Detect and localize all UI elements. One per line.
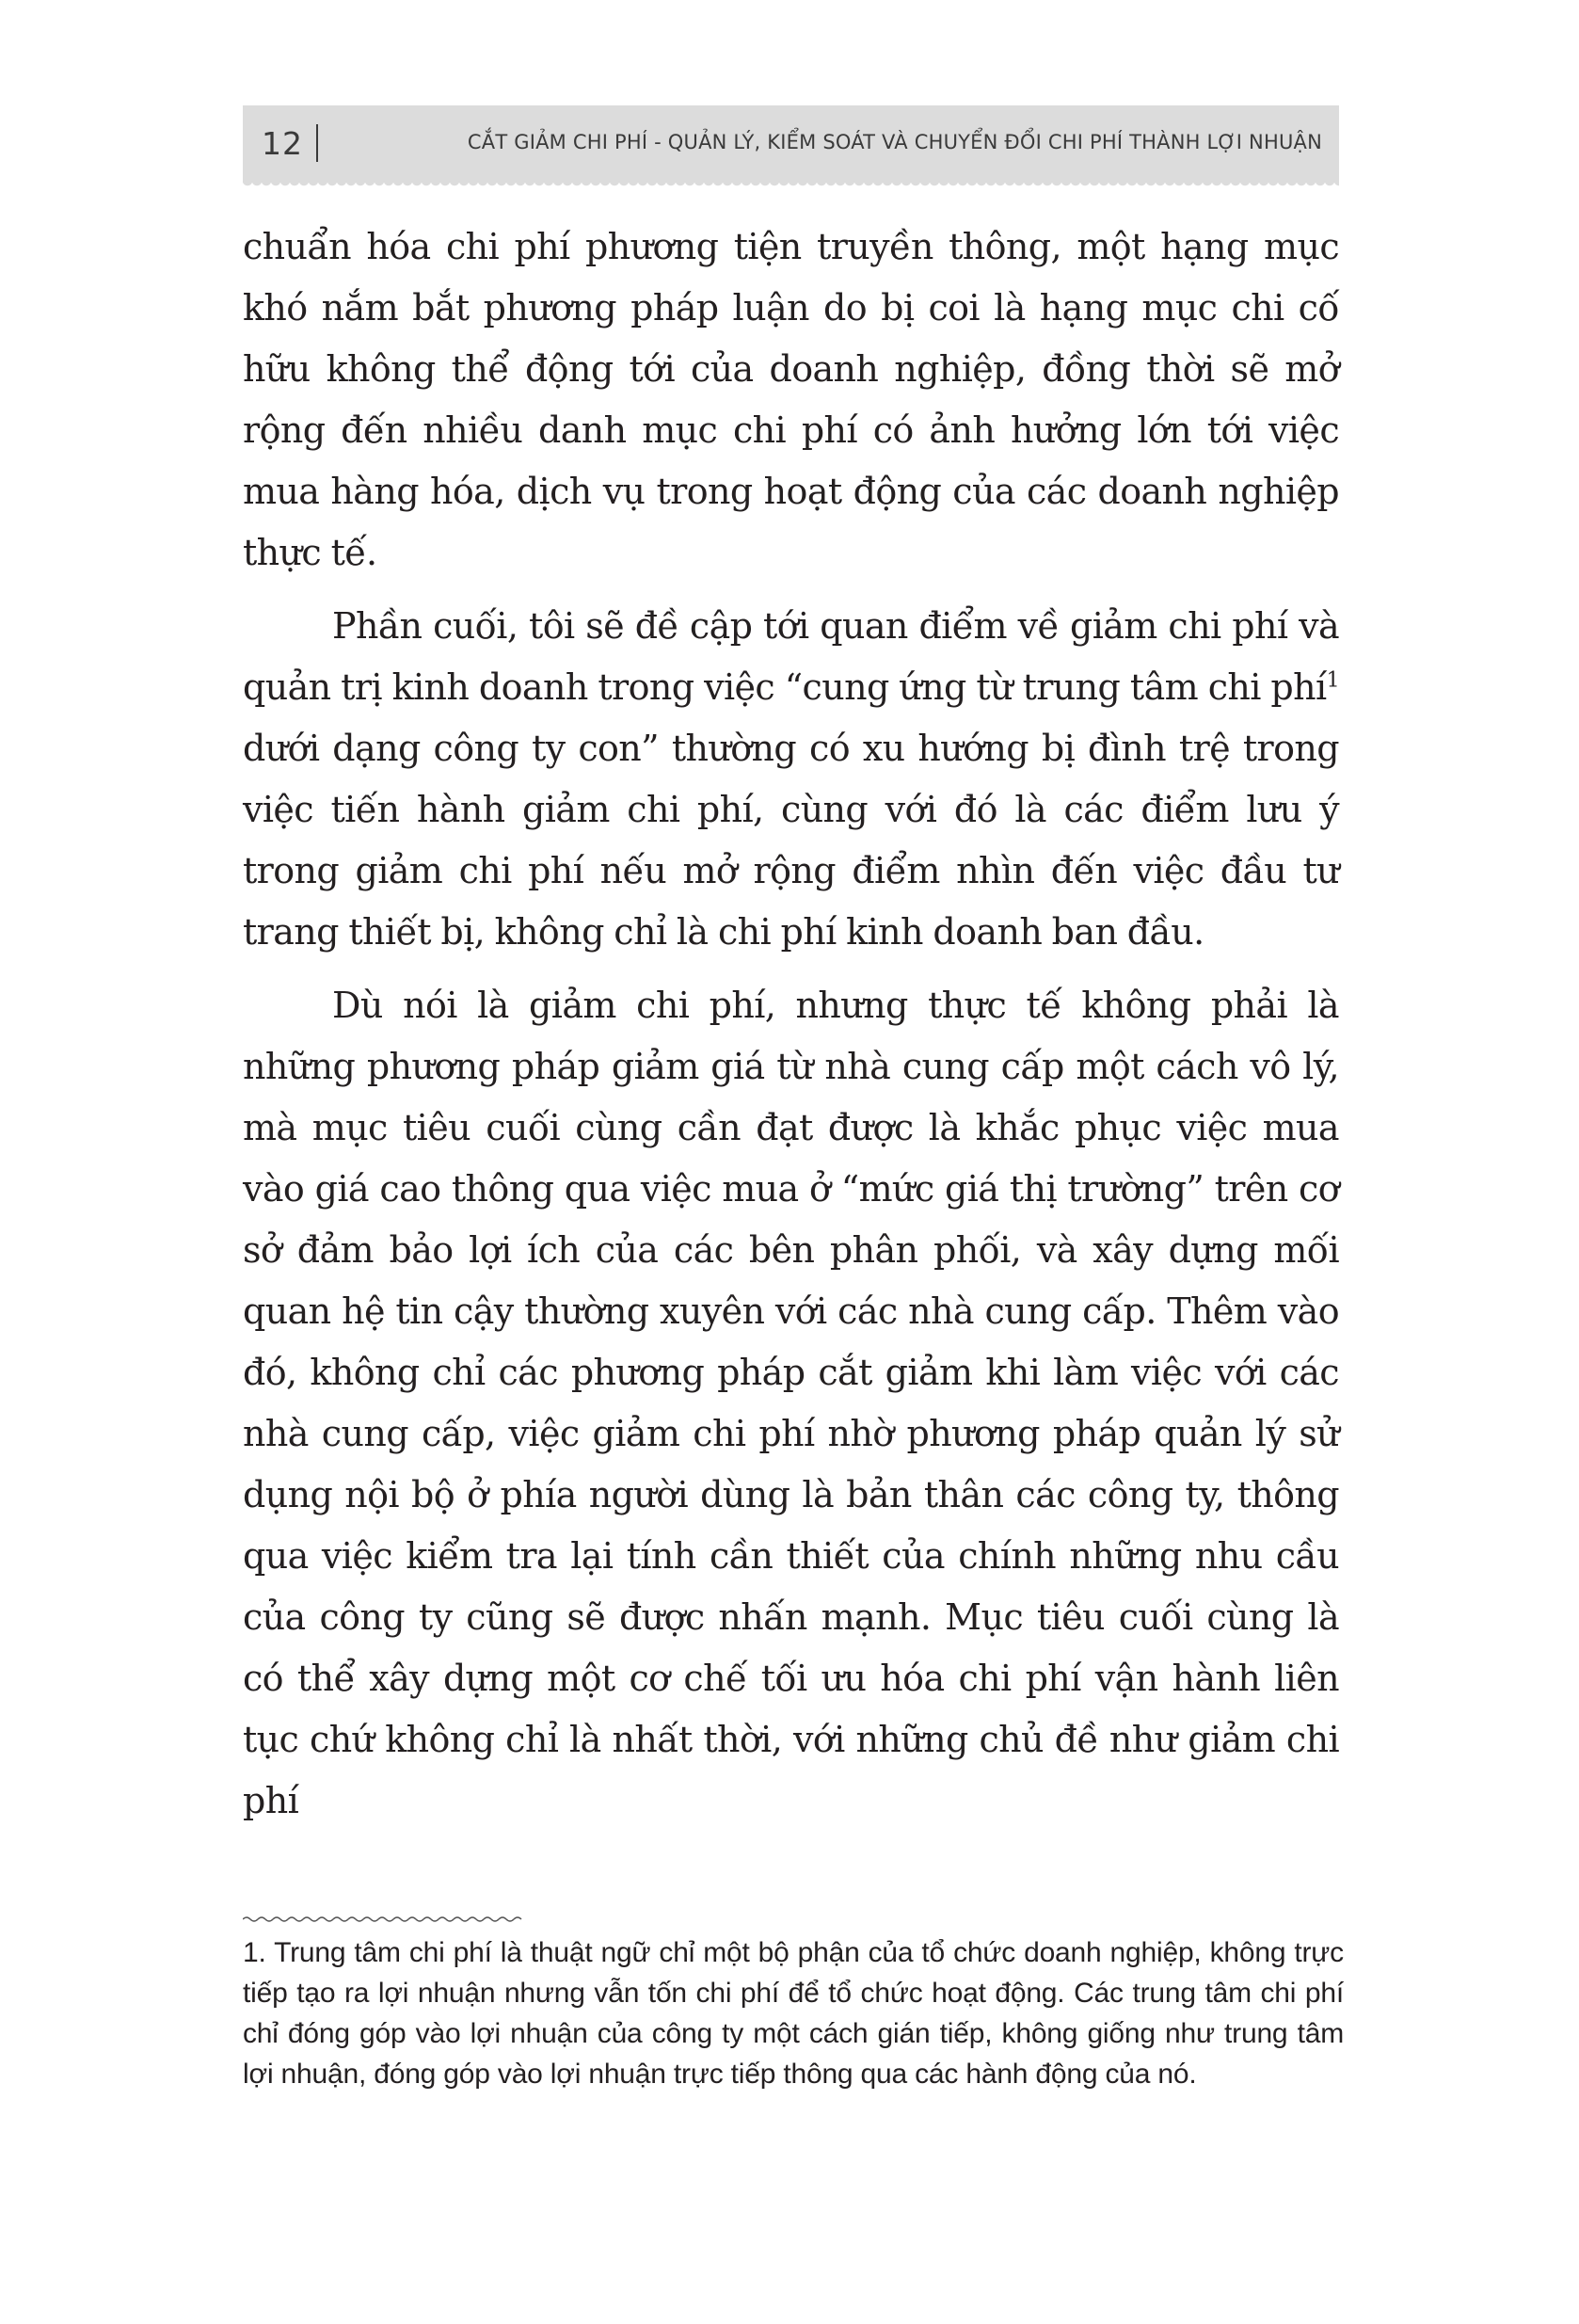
paragraph-3: Dù nói là giảm chi phí, nhưng thực tế không phải là những phương pháp giảm giá từ nhà cung cấp một cách vô lý, mà mục tiêu cuối cùng cần đạt được là khắc phục việc mua vào giá cao thông qua việc mua ở “mức giá thị trường” trên cơ sở đảm bảo lợi ích của các bên phân phối, và xây dựng mối quan hệ tin cậy thường xuyên với các nhà cung cấp. Thêm vào đó, không chỉ các phương pháp cắt giảm khi làm việc với các nhà cung cấp, việc giảm chi phí nhờ phương pháp quản lý sử dụng nội bộ ở phía người dùng là bản thân các công ty, thông qua việc kiểm tra lại tính cần thiết của chính những nhu cầu của công ty cũng sẽ được nhấn mạnh. Mục tiêu cuối cùng là có thể xây dựng một cơ chế tối ưu hóa chi phí vận hành liên tục chứ không chỉ là nhất thời, với những chủ đề như giảm chi phí <box>243 985 1339 1821</box>
paragraph-2-text-start: Phần cuối, tôi sẽ đề cập tới quan điểm về giảm chi phí và quản trị kinh doanh trong việc “cung ứng từ trung tâm chi phí <box>243 605 1339 708</box>
body-text <box>243 216 1339 1832</box>
page-number: 12 <box>262 125 303 162</box>
paragraph-2-text-end: dưới dạng công ty con” thường có xu hướng bị đình trệ trong việc tiến hành giảm chi phí, cùng với đó là các điểm lưu ý trong giảm chi phí nếu mở rộng điểm nhìn đến việc đầu tư trang thiết bị, không chỉ là chi phí kinh doanh ban đầu. <box>243 728 1339 953</box>
running-header <box>243 105 1339 183</box>
running-title: CẮT GIẢM CHI PHÍ - QUẢN LÝ, KIỂM SOÁT VÀ CHUYỂN ĐỔI CHI PHÍ THÀNH LỢI NHUẬN <box>467 131 1322 153</box>
paragraph-1: chuẩn hóa chi phí phương tiện truyền thông, một hạng mục khó nắm bắt phương pháp luận do bị coi là hạng mục chi cố hữu không thể động tới của doanh nghiệp, đồng thời sẽ mở rộng đến nhiều danh mục chi phí có ảnh hưởng lớn tới việc mua hàng hóa, dịch vụ trong hoạt động của các doanh nghiệp thực tế. <box>243 226 1339 573</box>
footnote-reference: 1 <box>1326 668 1339 693</box>
footnote: 1. Trung tâm chi phí là thuật ngữ chỉ một bộ phận của tổ chức doanh nghiệp, không trực tiếp tạo ra lợi nhuận nhưng vẫn tốn chi phí để tổ chức hoạt động. Các trung tâm chi phí chỉ đóng góp vào lợi nhuận của công ty một cách gián tiếp, không giống như trung tâm lợi nhuận, đóng góp vào lợi nhuận trực tiếp thông qua các hành động của nó. <box>243 1937 1344 2090</box>
footnote-wavy-rule <box>243 1915 523 1923</box>
paragraph-2 <box>243 596 1339 963</box>
header-divider <box>316 124 318 162</box>
